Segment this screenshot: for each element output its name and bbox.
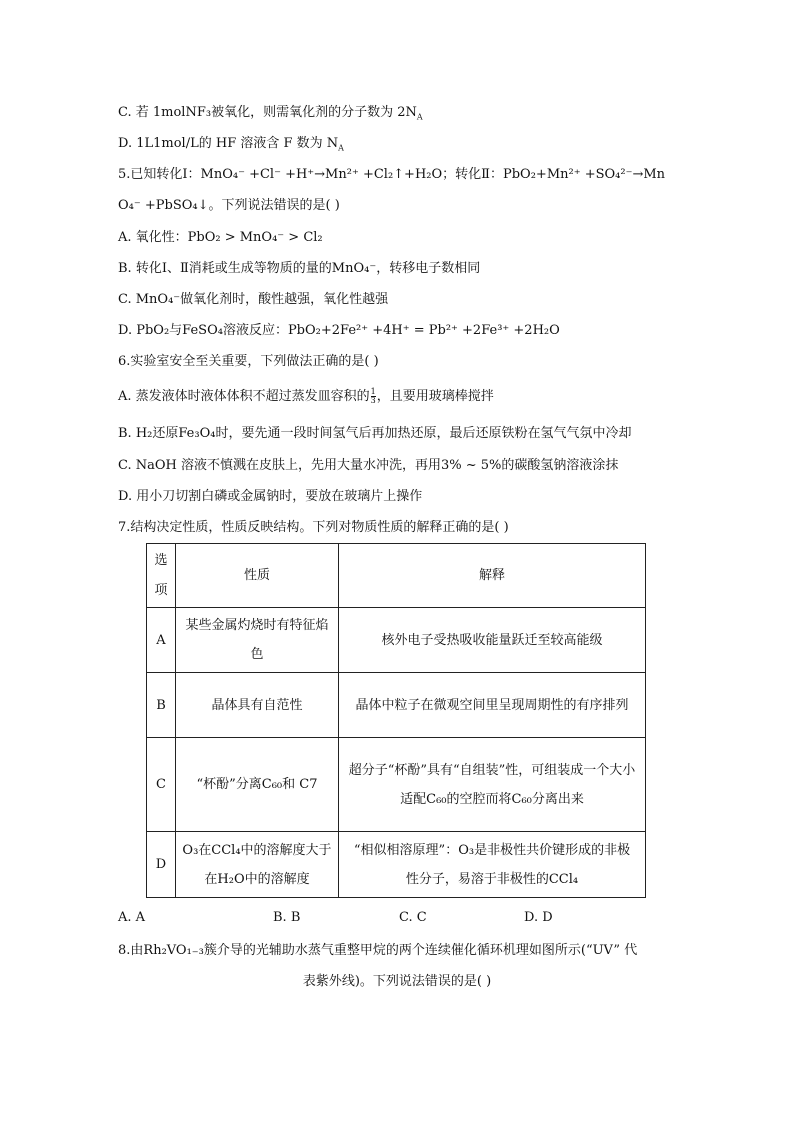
header-property: 性质 xyxy=(176,544,339,608)
header-option: 选 项 xyxy=(147,544,176,608)
table-header-row xyxy=(147,544,646,608)
q7-stem: 7.结构决定性质，性质反映结构。下列对物质性质的解释正确的是( ) xyxy=(118,520,509,535)
q8-stem-line2: 表紫外线)。下列说法错误的是( ) xyxy=(302,974,492,989)
q7-option-a: A. A xyxy=(118,910,146,925)
q6-option-b: B. H₂还原Fe₃O₄时，要先通一段时间氢气后再加热还原，最后还原铁粉在氢气气氛中冷却 xyxy=(118,426,632,441)
q7-option-c: C. C xyxy=(399,910,427,925)
q5-option-b: B. 转化Ⅰ、Ⅱ消耗或生成等物质的量的MnO₄⁻，转移电子数相同 xyxy=(118,261,481,276)
q7-option-b: B. B xyxy=(273,910,301,925)
one-third-fraction: $\frac{1}{3}$ xyxy=(370,387,376,405)
table-row: A 某些金属灼烧时有特征焰 色 核外电子受热吸收能量跃迁至较高能级 xyxy=(147,608,646,673)
q7-table xyxy=(146,543,646,898)
q5-stem-line2: O₄⁻ +PbSO₄↓。下列说法错误的是( ) xyxy=(118,198,340,213)
q6-option-d: D. 用小刀切割白磷或金属钠时，要放在玻璃片上操作 xyxy=(118,489,423,504)
q8-stem-line1: 8.由Rh₂VO₁₋₃簇介导的光辅助水蒸气重整甲烷的两个连续催化循环机理如图所示(“UV” 代 xyxy=(118,943,638,958)
q5-option-c: C. MnO₄⁻做氧化剂时，酸性越强，氧化性越强 xyxy=(118,292,389,307)
q5-option-a: A. 氧化性：PbO₂ > MnO₄⁻ > Cl₂ xyxy=(118,230,323,245)
table-row: C “杯酚”分离C₆₀和 C7 超分子“杯酚”具有“自组装”性，可组装成一个大小 适配C₆₀的空腔而将C₆₀分离出来 xyxy=(147,738,646,832)
q5-option-d: D. PbO₂与FeSO₄溶液反应：PbO₂+2Fe²⁺ +4H⁺ = Pb²⁺ +2Fe³⁺ +2H₂O xyxy=(118,323,560,338)
header-explanation: 解释 xyxy=(339,544,646,608)
table-row: D O₃在CCl₄中的溶解度大于 在H₂O中的溶解度 “相似相溶原理”：O₃是非极性共价键形成的非极 性分子，易溶于非极性的CCl₄ xyxy=(147,832,646,898)
q4-option-c: C. 若 1molNF₃被氧化，则需氧化剂的分子数为 $2N_A$ xyxy=(118,105,423,122)
table-row: B 晶体具有自范性 晶体中粒子在微观空间里呈现周期性的有序排列 xyxy=(147,673,646,738)
q6-stem: 6.实验室安全至关重要，下列做法正确的是( ) xyxy=(118,354,379,369)
q4-option-d: D. 1L1mol/L的 HF 溶液含 F 数为 $N_A$ xyxy=(118,136,344,153)
q5-stem-line1: 5.已知转化Ⅰ：MnO₄⁻ +Cl⁻ +H⁺→Mn²⁺ +Cl₂↑+H₂O；转化Ⅱ：PbO₂+Mn²⁺ +SO₄²⁻→Mn xyxy=(118,167,666,182)
q7-option-d: D. D xyxy=(524,910,553,925)
q6-option-c: C. NaOH 溶液不慎溅在皮肤上，先用大量水冲洗，再用3% ~ 5%的碳酸氢钠溶液涂抹 xyxy=(118,458,619,473)
q6-option-a: A. 蒸发液体时液体体积不超过蒸发皿容积的 $\frac{1}{3}$ ，且要用玻璃棒搅拌 xyxy=(118,387,494,405)
